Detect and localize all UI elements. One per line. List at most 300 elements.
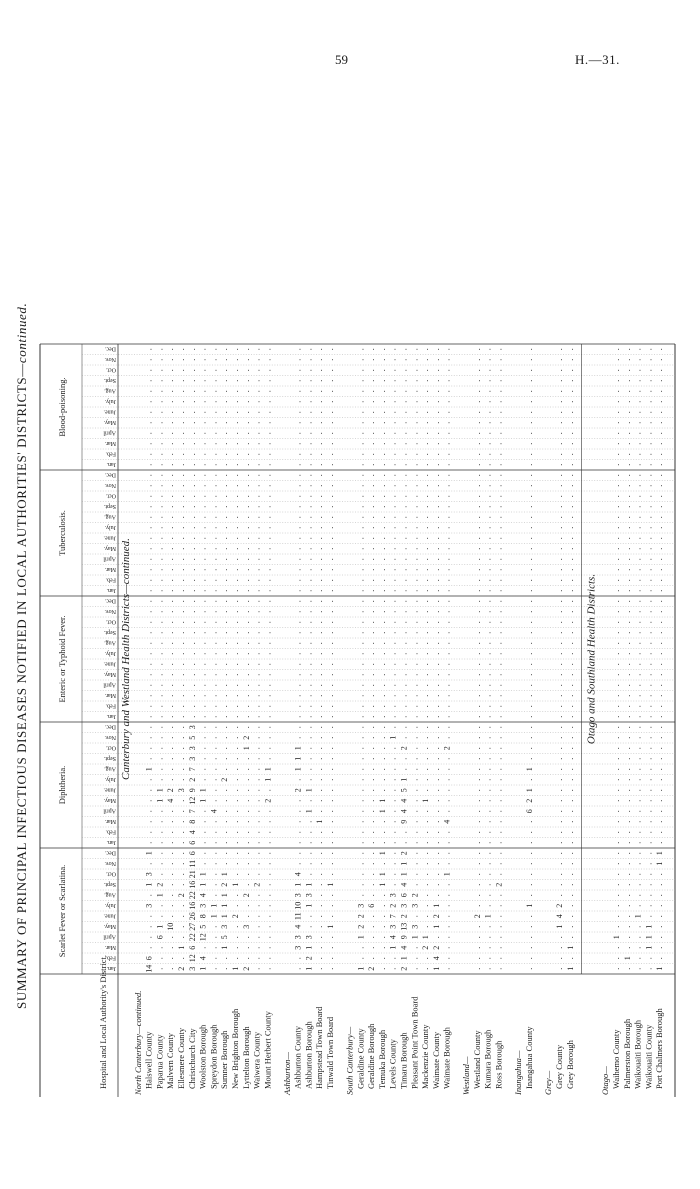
empty-cell-dot: . <box>565 873 575 876</box>
empty-cell-dot: . <box>483 642 493 645</box>
empty-cell-dot: . <box>367 432 377 435</box>
empty-cell-dot: . <box>315 642 325 645</box>
empty-cell-dot: . <box>555 631 564 634</box>
empty-cell-dot: . <box>388 747 398 750</box>
empty-cell-dot: . <box>231 873 240 876</box>
district-name: Inangahua County <box>523 1026 534 1089</box>
case-count: 1 <box>565 966 575 971</box>
empty-cell-dot: . <box>198 778 208 781</box>
empty-cell-dot: . <box>187 474 197 477</box>
empty-cell-dot: . <box>524 390 534 393</box>
empty-cell-dot: . <box>442 915 452 918</box>
case-count: 6 <box>144 956 154 961</box>
empty-cell-dot: . <box>410 463 420 466</box>
empty-cell-dot: . <box>612 495 622 498</box>
empty-cell-dot: . <box>472 705 482 708</box>
empty-cell-dot: . <box>144 862 154 865</box>
empty-cell-dot: . <box>177 348 186 351</box>
empty-cell-dot: . <box>483 862 493 865</box>
empty-cell-dot: . <box>367 453 377 456</box>
empty-cell-dot: . <box>241 600 251 603</box>
empty-cell-dot: . <box>304 852 314 855</box>
empty-cell-dot: . <box>388 400 398 403</box>
empty-cell-dot: . <box>388 831 398 834</box>
month-header: May. <box>103 922 116 929</box>
empty-cell-dot: . <box>612 652 622 655</box>
empty-cell-dot: . <box>644 453 654 456</box>
empty-cell-dot: . <box>565 610 575 613</box>
empty-cell-dot: . <box>524 600 534 603</box>
empty-cell-dot: . <box>315 358 325 361</box>
empty-cell-dot: . <box>524 484 534 487</box>
empty-cell-dot: . <box>612 516 622 519</box>
empty-cell-dot: . <box>431 474 441 477</box>
case-count: 3 <box>220 924 230 929</box>
empty-cell-dot: . <box>472 526 482 529</box>
empty-cell-dot: . <box>494 652 504 655</box>
empty-cell-dot: . <box>421 642 431 645</box>
empty-cell-dot: . <box>472 537 482 540</box>
empty-cell-dot: . <box>377 736 387 739</box>
empty-cell-dot: . <box>388 957 398 960</box>
empty-cell-dot: . <box>494 579 504 582</box>
empty-cell-dot: . <box>315 547 325 550</box>
empty-cell-dot: . <box>356 757 366 760</box>
empty-cell-dot: . <box>494 852 504 855</box>
empty-cell-dot: . <box>220 673 230 676</box>
case-count: 1 <box>177 945 186 950</box>
empty-cell-dot: . <box>494 705 504 708</box>
empty-cell-dot: . <box>241 390 251 393</box>
empty-cell-dot: . <box>252 736 262 739</box>
empty-cell-dot: . <box>399 558 409 561</box>
empty-cell-dot: . <box>166 631 176 634</box>
empty-cell-dot: . <box>166 894 176 897</box>
empty-cell-dot: . <box>231 747 240 750</box>
empty-cell-dot: . <box>315 967 325 970</box>
empty-cell-dot: . <box>431 694 441 697</box>
empty-cell-dot: . <box>483 873 493 876</box>
case-count: 6 <box>155 935 165 940</box>
empty-cell-dot: . <box>198 516 208 519</box>
district-name: Tinwald Town Board <box>325 1016 336 1089</box>
empty-cell-dot: . <box>633 705 643 708</box>
empty-cell-dot: . <box>494 442 504 445</box>
empty-cell-dot: . <box>494 757 504 760</box>
empty-cell-dot: . <box>565 925 575 928</box>
case-count: 4 <box>198 956 208 961</box>
empty-cell-dot: . <box>377 957 387 960</box>
empty-cell-dot: . <box>367 810 377 813</box>
empty-cell-dot: . <box>177 883 186 886</box>
empty-cell-dot: . <box>220 768 230 771</box>
empty-cell-dot: . <box>304 379 314 382</box>
case-count: 1 <box>231 882 240 887</box>
empty-cell-dot: . <box>388 673 398 676</box>
empty-cell-dot: . <box>293 589 303 592</box>
empty-cell-dot: . <box>293 820 303 823</box>
case-count: 2 <box>388 903 398 908</box>
empty-cell-dot: . <box>555 831 564 834</box>
empty-cell-dot: . <box>612 957 622 960</box>
district-name: Waikouaiti County <box>643 1024 654 1089</box>
empty-cell-dot: . <box>494 631 504 634</box>
empty-cell-dot: . <box>442 925 452 928</box>
empty-cell-dot: . <box>555 768 564 771</box>
empty-cell-dot: . <box>144 526 154 529</box>
empty-cell-dot: . <box>252 484 262 487</box>
empty-cell-dot: . <box>377 589 387 592</box>
empty-cell-dot: . <box>377 694 387 697</box>
empty-cell-dot: . <box>209 474 219 477</box>
empty-cell-dot: . <box>263 831 273 834</box>
empty-cell-dot: . <box>633 579 643 582</box>
empty-cell-dot: . <box>431 799 441 802</box>
empty-cell-dot: . <box>644 400 654 403</box>
case-count: 22 <box>187 891 197 900</box>
empty-cell-dot: . <box>315 799 325 802</box>
empty-cell-dot: . <box>187 390 197 393</box>
empty-cell-dot: . <box>155 463 165 466</box>
empty-cell-dot: . <box>231 831 240 834</box>
empty-cell-dot: . <box>252 358 262 361</box>
empty-cell-dot: . <box>315 736 325 739</box>
empty-cell-dot: . <box>231 537 240 540</box>
empty-cell-dot: . <box>155 841 165 844</box>
empty-cell-dot: . <box>177 526 186 529</box>
empty-cell-dot: . <box>399 432 409 435</box>
empty-cell-dot: . <box>612 526 622 529</box>
empty-cell-dot: . <box>252 820 262 823</box>
empty-cell-dot: . <box>442 537 452 540</box>
empty-cell-dot: . <box>655 883 665 886</box>
empty-cell-dot: . <box>472 894 482 897</box>
empty-cell-dot: . <box>220 537 230 540</box>
empty-cell-dot: . <box>293 642 303 645</box>
empty-cell-dot: . <box>177 579 186 582</box>
empty-cell-dot: . <box>399 400 409 403</box>
empty-cell-dot: . <box>187 379 197 382</box>
empty-cell-dot: . <box>421 673 431 676</box>
month-header: Jan. <box>106 712 116 719</box>
empty-cell-dot: . <box>315 379 325 382</box>
empty-cell-dot: . <box>177 904 186 907</box>
empty-cell-dot: . <box>565 652 575 655</box>
empty-cell-dot: . <box>367 715 377 718</box>
case-count: 6 <box>187 851 197 856</box>
empty-cell-dot: . <box>622 537 632 540</box>
empty-cell-dot: . <box>367 799 377 802</box>
empty-cell-dot: . <box>166 946 176 949</box>
empty-cell-dot: . <box>304 547 314 550</box>
empty-cell-dot: . <box>431 358 441 361</box>
empty-cell-dot: . <box>644 432 654 435</box>
empty-cell-dot: . <box>410 820 420 823</box>
empty-cell-dot: . <box>555 757 564 760</box>
empty-cell-dot: . <box>524 925 534 928</box>
empty-cell-dot: . <box>198 621 208 624</box>
empty-cell-dot: . <box>155 873 165 876</box>
month-header: Feb. <box>105 576 116 583</box>
empty-cell-dot: . <box>304 474 314 477</box>
empty-cell-dot: . <box>326 936 336 939</box>
empty-cell-dot: . <box>377 894 387 897</box>
empty-cell-dot: . <box>177 663 186 666</box>
empty-cell-dot: . <box>483 852 493 855</box>
empty-cell-dot: . <box>399 369 409 372</box>
empty-cell-dot: . <box>494 537 504 540</box>
district-name: Waiwera County <box>251 1031 262 1089</box>
empty-cell-dot: . <box>252 442 262 445</box>
empty-cell-dot: . <box>326 852 336 855</box>
empty-cell-dot: . <box>220 726 230 729</box>
empty-cell-dot: . <box>388 369 398 372</box>
empty-cell-dot: . <box>494 558 504 561</box>
empty-cell-dot: . <box>293 684 303 687</box>
empty-cell-dot: . <box>377 400 387 403</box>
empty-cell-dot: . <box>187 705 197 708</box>
empty-cell-dot: . <box>442 400 452 403</box>
empty-cell-dot: . <box>388 873 398 876</box>
empty-cell-dot: . <box>565 547 575 550</box>
empty-cell-dot: . <box>377 673 387 676</box>
empty-cell-dot: . <box>633 442 643 445</box>
empty-cell-dot: . <box>367 631 377 634</box>
document-reference: H.—31. <box>575 52 620 67</box>
empty-cell-dot: . <box>263 789 273 792</box>
empty-cell-dot: . <box>494 432 504 435</box>
empty-cell-dot: . <box>263 883 273 886</box>
empty-cell-dot: . <box>166 883 176 886</box>
empty-cell-dot: . <box>220 810 230 813</box>
case-count: 1 <box>388 945 398 950</box>
month-header: Dec. <box>104 345 116 352</box>
empty-cell-dot: . <box>209 715 219 718</box>
empty-cell-dot: . <box>622 967 632 970</box>
empty-cell-dot: . <box>263 516 273 519</box>
empty-cell-dot: . <box>304 799 314 802</box>
month-header: Dec. <box>104 849 116 856</box>
empty-cell-dot: . <box>431 768 441 771</box>
empty-cell-dot: . <box>263 547 273 550</box>
empty-cell-dot: . <box>388 631 398 634</box>
empty-cell-dot: . <box>231 894 240 897</box>
empty-cell-dot: . <box>326 579 336 582</box>
empty-cell-dot: . <box>198 526 208 529</box>
empty-cell-dot: . <box>612 894 622 897</box>
empty-cell-dot: . <box>612 474 622 477</box>
empty-cell-dot: . <box>483 820 493 823</box>
empty-cell-dot: . <box>177 673 186 676</box>
empty-cell-dot: . <box>612 715 622 718</box>
empty-cell-dot: . <box>633 369 643 372</box>
case-count: 22 <box>187 933 197 942</box>
empty-cell-dot: . <box>472 673 482 676</box>
empty-cell-dot: . <box>431 348 441 351</box>
empty-cell-dot: . <box>622 778 632 781</box>
case-count: 7 <box>187 809 197 814</box>
empty-cell-dot: . <box>263 505 273 508</box>
empty-cell-dot: . <box>304 663 314 666</box>
empty-cell-dot: . <box>622 915 632 918</box>
empty-cell-dot: . <box>483 652 493 655</box>
empty-cell-dot: . <box>421 768 431 771</box>
empty-cell-dot: . <box>241 694 251 697</box>
empty-cell-dot: . <box>494 915 504 918</box>
empty-cell-dot: . <box>241 547 251 550</box>
empty-cell-dot: . <box>144 432 154 435</box>
empty-cell-dot: . <box>655 610 665 613</box>
empty-cell-dot: . <box>367 831 377 834</box>
empty-cell-dot: . <box>442 358 452 361</box>
empty-cell-dot: . <box>399 526 409 529</box>
empty-cell-dot: . <box>644 799 654 802</box>
empty-cell-dot: . <box>622 757 632 760</box>
empty-cell-dot: . <box>431 705 441 708</box>
empty-cell-dot: . <box>612 579 622 582</box>
empty-cell-dot: . <box>388 505 398 508</box>
empty-cell-dot: . <box>241 778 251 781</box>
empty-cell-dot: . <box>483 799 493 802</box>
empty-cell-dot: . <box>472 421 482 424</box>
empty-cell-dot: . <box>622 400 632 403</box>
empty-cell-dot: . <box>155 421 165 424</box>
empty-cell-dot: . <box>399 621 409 624</box>
month-header: June. <box>103 786 116 793</box>
empty-cell-dot: . <box>252 841 262 844</box>
empty-cell-dot: . <box>431 894 441 897</box>
case-count: 3 <box>293 935 303 940</box>
empty-cell-dot: . <box>399 673 409 676</box>
empty-cell-dot: . <box>304 589 314 592</box>
empty-cell-dot: . <box>293 715 303 718</box>
empty-cell-dot: . <box>410 432 420 435</box>
empty-cell-dot: . <box>431 421 441 424</box>
empty-cell-dot: . <box>155 747 165 750</box>
empty-cell-dot: . <box>166 778 176 781</box>
empty-cell-dot: . <box>367 747 377 750</box>
empty-cell-dot: . <box>472 694 482 697</box>
empty-cell-dot: . <box>421 694 431 697</box>
empty-cell-dot: . <box>220 526 230 529</box>
empty-cell-dot: . <box>421 894 431 897</box>
empty-cell-dot: . <box>494 726 504 729</box>
empty-cell-dot: . <box>304 600 314 603</box>
empty-cell-dot: . <box>166 379 176 382</box>
empty-cell-dot: . <box>220 705 230 708</box>
empty-cell-dot: . <box>421 484 431 487</box>
empty-cell-dot: . <box>644 474 654 477</box>
empty-cell-dot: . <box>421 453 431 456</box>
empty-cell-dot: . <box>399 831 409 834</box>
empty-cell-dot: . <box>377 379 387 382</box>
empty-cell-dot: . <box>241 421 251 424</box>
empty-cell-dot: . <box>622 831 632 834</box>
empty-cell-dot: . <box>399 768 409 771</box>
empty-cell-dot: . <box>220 463 230 466</box>
empty-cell-dot: . <box>472 621 482 624</box>
empty-cell-dot: . <box>198 568 208 571</box>
empty-cell-dot: . <box>421 967 431 970</box>
empty-cell-dot: . <box>442 610 452 613</box>
empty-cell-dot: . <box>144 705 154 708</box>
empty-cell-dot: . <box>472 862 482 865</box>
empty-cell-dot: . <box>315 484 325 487</box>
empty-cell-dot: . <box>388 852 398 855</box>
empty-cell-dot: . <box>252 778 262 781</box>
empty-cell-dot: . <box>155 852 165 855</box>
empty-cell-dot: . <box>483 736 493 739</box>
empty-cell-dot: . <box>555 967 564 970</box>
empty-cell-dot: . <box>367 684 377 687</box>
empty-cell-dot: . <box>483 726 493 729</box>
empty-cell-dot: . <box>252 715 262 718</box>
empty-cell-dot: . <box>483 390 493 393</box>
empty-cell-dot: . <box>252 789 262 792</box>
empty-cell-dot: . <box>356 600 366 603</box>
empty-cell-dot: . <box>252 747 262 750</box>
empty-cell-dot: . <box>472 453 482 456</box>
empty-cell-dot: . <box>442 946 452 949</box>
empty-cell-dot: . <box>644 757 654 760</box>
empty-cell-dot: . <box>655 474 665 477</box>
empty-cell-dot: . <box>431 547 441 550</box>
empty-cell-dot: . <box>565 904 575 907</box>
empty-cell-dot: . <box>483 579 493 582</box>
empty-cell-dot: . <box>252 663 262 666</box>
empty-cell-dot: . <box>241 369 251 372</box>
empty-cell-dot: . <box>555 957 564 960</box>
empty-cell-dot: . <box>494 453 504 456</box>
empty-cell-dot: . <box>612 642 622 645</box>
empty-cell-dot: . <box>612 453 622 456</box>
empty-cell-dot: . <box>252 936 262 939</box>
empty-cell-dot: . <box>293 505 303 508</box>
month-header: Aug. <box>104 513 116 520</box>
empty-cell-dot: . <box>356 894 366 897</box>
empty-cell-dot: . <box>565 484 575 487</box>
empty-cell-dot: . <box>367 736 377 739</box>
empty-cell-dot: . <box>555 684 564 687</box>
empty-cell-dot: . <box>633 568 643 571</box>
empty-cell-dot: . <box>367 894 377 897</box>
empty-cell-dot: . <box>187 505 197 508</box>
empty-cell-dot: . <box>388 820 398 823</box>
empty-cell-dot: . <box>166 831 176 834</box>
empty-cell-dot: . <box>263 726 273 729</box>
empty-cell-dot: . <box>565 957 575 960</box>
empty-cell-dot: . <box>494 936 504 939</box>
empty-cell-dot: . <box>198 558 208 561</box>
empty-cell-dot: . <box>263 421 273 424</box>
empty-cell-dot: . <box>241 621 251 624</box>
empty-cell-dot: . <box>155 432 165 435</box>
empty-cell-dot: . <box>315 589 325 592</box>
empty-cell-dot: . <box>155 600 165 603</box>
empty-cell-dot: . <box>209 873 219 876</box>
empty-cell-dot: . <box>326 621 336 624</box>
empty-cell-dot: . <box>177 358 186 361</box>
empty-cell-dot: . <box>388 568 398 571</box>
empty-cell-dot: . <box>263 358 273 361</box>
empty-cell-dot: . <box>356 379 366 382</box>
empty-cell-dot: . <box>483 684 493 687</box>
empty-cell-dot: . <box>442 778 452 781</box>
empty-cell-dot: . <box>524 516 534 519</box>
case-count: 4 <box>198 893 208 898</box>
empty-cell-dot: . <box>655 453 665 456</box>
case-count: 16 <box>187 901 197 910</box>
